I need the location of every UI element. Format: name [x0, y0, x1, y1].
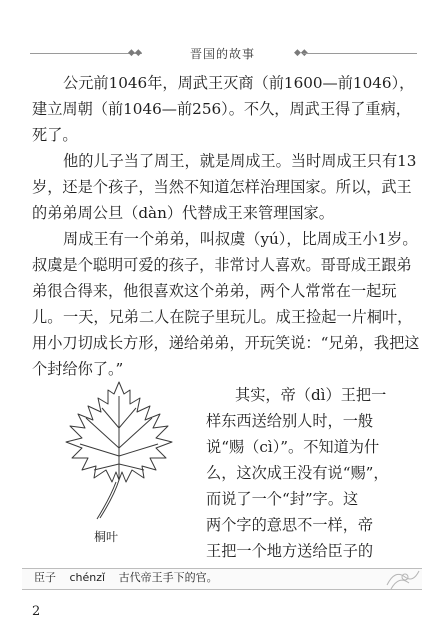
footnote-term: 臣子	[34, 571, 56, 584]
paulownia-leaf-illustration	[44, 378, 194, 524]
header-diamond-right-icon: ◆◆	[294, 48, 308, 58]
paragraph-1: 公元前1046年，周武王灭商（前1600—前1046），建立周朝（前1046—前256）。不久，周武王得了重病，死了。	[32, 74, 415, 144]
paragraph-2: 他的儿子当了周王，就是周成王。当时周成王只有13岁，还是个孩子，当然不知道怎样治理国家。所以，武王的弟弟周公旦（dàn）代替成王来管理国家。	[32, 152, 417, 222]
wrap-line: 其实，帝（dì）王把一	[235, 386, 387, 404]
running-header-title: 晋国的故事	[189, 47, 255, 61]
illustration-caption: 桐叶	[94, 530, 119, 544]
page-number: 2	[32, 604, 41, 619]
wrap-line: 王把一个地方送给臣子的	[206, 542, 374, 560]
decorative-swirl-icon	[385, 565, 421, 591]
wrap-line: 说“赐（cì）”。不知道为什	[206, 438, 380, 456]
wrap-line: 两个字的意思不一样，帝	[206, 516, 374, 534]
wrap-line: 而说了一个“封”字。这	[206, 490, 359, 508]
header-rule-left	[30, 53, 142, 54]
footnote-definition: 古代帝王手下的官。	[118, 571, 218, 584]
paragraph-4: 一天，兄弟二人在院子里玩儿。成王捡起一片桐叶，用小刀切成长方形，递给弟弟，开玩笑说：“兄弟，我把这个封给你了。”	[32, 308, 420, 378]
paragraph-3: 周成王有一个弟弟，叫叔虞（yú），比周成王小1岁。叔虞是个聪明可爱的孩子，非常讨人喜欢。哥哥成王跟弟弟很合得来，他很喜欢这个弟弟，两个人常常在一起玩儿。	[32, 230, 418, 326]
footnote-pinyin: chénzǐ	[69, 571, 106, 584]
wrap-line: 样东西送给别人时，一般	[206, 412, 374, 430]
wrap-line: 么，这次成王没有说“赐”，	[206, 464, 389, 482]
header-rule-right	[303, 53, 417, 54]
header-diamond-left-icon: ◆◆	[128, 48, 142, 58]
footnote	[34, 570, 228, 586]
